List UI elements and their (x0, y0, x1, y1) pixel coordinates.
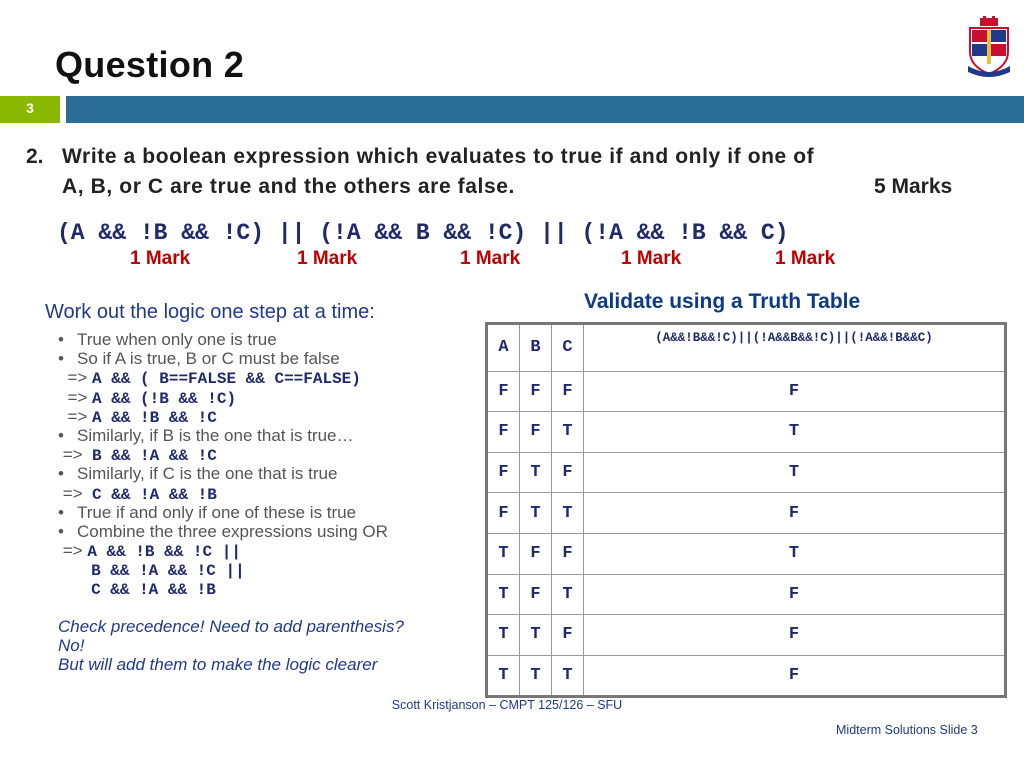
step-arrow: => (58, 483, 93, 503)
bullet-icon: • (58, 502, 64, 522)
question-number: 2. (26, 145, 44, 168)
university-crest-icon (966, 16, 1012, 78)
question-marks: 5 Marks (874, 175, 953, 198)
step-code: A && ( B==FALSE && C==FALSE) (92, 370, 361, 389)
truth-table-cell: F (552, 533, 584, 574)
truth-table-cell: T (584, 533, 1006, 574)
truth-table-cell: T (487, 655, 520, 697)
logic-step (58, 330, 388, 349)
truth-table-cell: T (584, 412, 1006, 453)
note-line: No! (58, 636, 85, 655)
truth-table-row (487, 412, 1006, 453)
truth-table-title: Validate using a Truth Table (584, 290, 861, 313)
truth-table-header-row (487, 324, 1006, 372)
bullet-icon: • (58, 330, 64, 349)
step-arrow: => (58, 541, 88, 561)
truth-table-cell: T (552, 655, 584, 697)
step-arrow: => (58, 387, 93, 407)
footer-slide-label: Midterm Solutions Slide 3 (836, 723, 978, 737)
step-text: So if A is true, B or C must be false (77, 349, 340, 369)
truth-table-cell: F (520, 574, 552, 615)
step-arrow: => (58, 445, 93, 465)
step-arrow: => (58, 368, 93, 388)
truth-table-cell: F (584, 655, 1006, 697)
logic-step (58, 407, 388, 426)
truth-table-cell: T (552, 574, 584, 615)
truth-table-cell: F (487, 452, 520, 493)
truth-table-cell: T (487, 533, 520, 574)
truth-table-cell: F (487, 371, 520, 412)
answer-expression: (A && !B && !C) || (!A && B && !C) || (!A && !B && C) (57, 220, 789, 246)
bullet-icon: • (58, 425, 64, 445)
truth-table-header-cell: (A&&!B&&!C)||(!A&&B&&!C)||(!A&&!B&&C) (584, 324, 1006, 372)
truth-table (485, 322, 1007, 698)
truth-table-cell: T (552, 493, 584, 534)
footer-credit: Scott Kristjanson – CMPT 125/126 – SFU (391, 698, 623, 712)
truth-table-row (487, 615, 1006, 656)
truth-table-row (487, 493, 1006, 534)
truth-table-cell: F (584, 371, 1006, 412)
logic-step (58, 426, 388, 445)
mark-label: 1 Mark (297, 248, 358, 269)
logic-step (58, 503, 388, 522)
step-arrow (58, 579, 91, 598)
step-code: A && !B && !C || (87, 543, 241, 562)
logic-step (58, 349, 388, 368)
truth-table-cell: T (520, 655, 552, 697)
bullet-icon: • (58, 349, 64, 369)
truth-table-cell: F (552, 452, 584, 493)
mark-label: 1 Mark (460, 248, 521, 269)
step-code: B && !A && !C || (91, 562, 245, 581)
truth-table-row (487, 655, 1006, 697)
truth-table-row (487, 533, 1006, 574)
logic-step (58, 368, 388, 387)
truth-table-header-cell: C (552, 324, 584, 372)
step-arrow (58, 560, 91, 579)
truth-table-header-cell: A (487, 324, 520, 372)
slide-title: Question 2 (55, 44, 245, 85)
logic-steps (58, 330, 388, 599)
truth-table-cell: T (520, 493, 552, 534)
truth-table-cell: F (584, 574, 1006, 615)
truth-table-row (487, 574, 1006, 615)
note-line: But will add them to make the logic clearer (58, 655, 378, 674)
logic-step (58, 388, 388, 407)
truth-table-cell: T (520, 452, 552, 493)
slide-number: 3 (26, 100, 34, 116)
step-arrow: => (58, 406, 93, 426)
step-code: C && !A && !B (91, 581, 216, 600)
mark-label: 1 Mark (621, 248, 682, 269)
truth-table-cell: T (487, 615, 520, 656)
precedence-note (58, 617, 404, 674)
truth-table-cell: T (552, 412, 584, 453)
truth-table-cell: F (487, 493, 520, 534)
step-text: Similarly, if C is the one that is true (77, 464, 338, 484)
logic-step (58, 560, 388, 579)
step-text: True when only one is true (77, 330, 277, 349)
truth-table-cell: F (584, 615, 1006, 656)
truth-table-cell: F (552, 371, 584, 412)
step-code: B && !A && !C (92, 447, 217, 466)
step-code: C && !A && !B (92, 485, 217, 504)
logic-step (58, 579, 388, 598)
truth-table-row (487, 371, 1006, 412)
truth-table-cell: T (584, 452, 1006, 493)
step-text: Similarly, if B is the one that is true… (77, 425, 354, 445)
truth-table-cell: F (520, 533, 552, 574)
note-line: Check precedence! Need to add parenthesis? (58, 617, 404, 636)
step-code: A && !B && !C (92, 408, 217, 427)
mark-label: 1 Mark (775, 248, 836, 269)
truth-table-cell: F (487, 412, 520, 453)
truth-table-cell: F (520, 371, 552, 412)
truth-table-cell: T (520, 615, 552, 656)
logic-step (58, 464, 388, 483)
logic-step (58, 484, 388, 503)
truth-table-cell: F (552, 615, 584, 656)
question-text-line2: A, B, or C are true and the others are false. (62, 175, 515, 198)
logic-step (58, 522, 388, 541)
truth-table-cell: F (584, 493, 1006, 534)
header-rule (66, 96, 1024, 123)
logic-step (58, 541, 388, 560)
truth-table-cell: T (487, 574, 520, 615)
logic-heading: Work out the logic one step at a time: (45, 301, 375, 323)
step-text: Combine the three expressions using OR (77, 521, 388, 541)
truth-table-row (487, 452, 1006, 493)
truth-table-cell: F (520, 412, 552, 453)
logic-step (58, 445, 388, 464)
step-code: A && (!B && !C) (92, 389, 237, 408)
step-text: True if and only if one of these is true (77, 502, 357, 522)
bullet-icon: • (58, 521, 64, 541)
question-text-line1: Write a boolean expression which evaluates to true if and only if one of (62, 145, 815, 168)
truth-table-header-cell: B (520, 324, 552, 372)
bullet-icon: • (58, 464, 64, 484)
mark-label: 1 Mark (130, 248, 191, 269)
